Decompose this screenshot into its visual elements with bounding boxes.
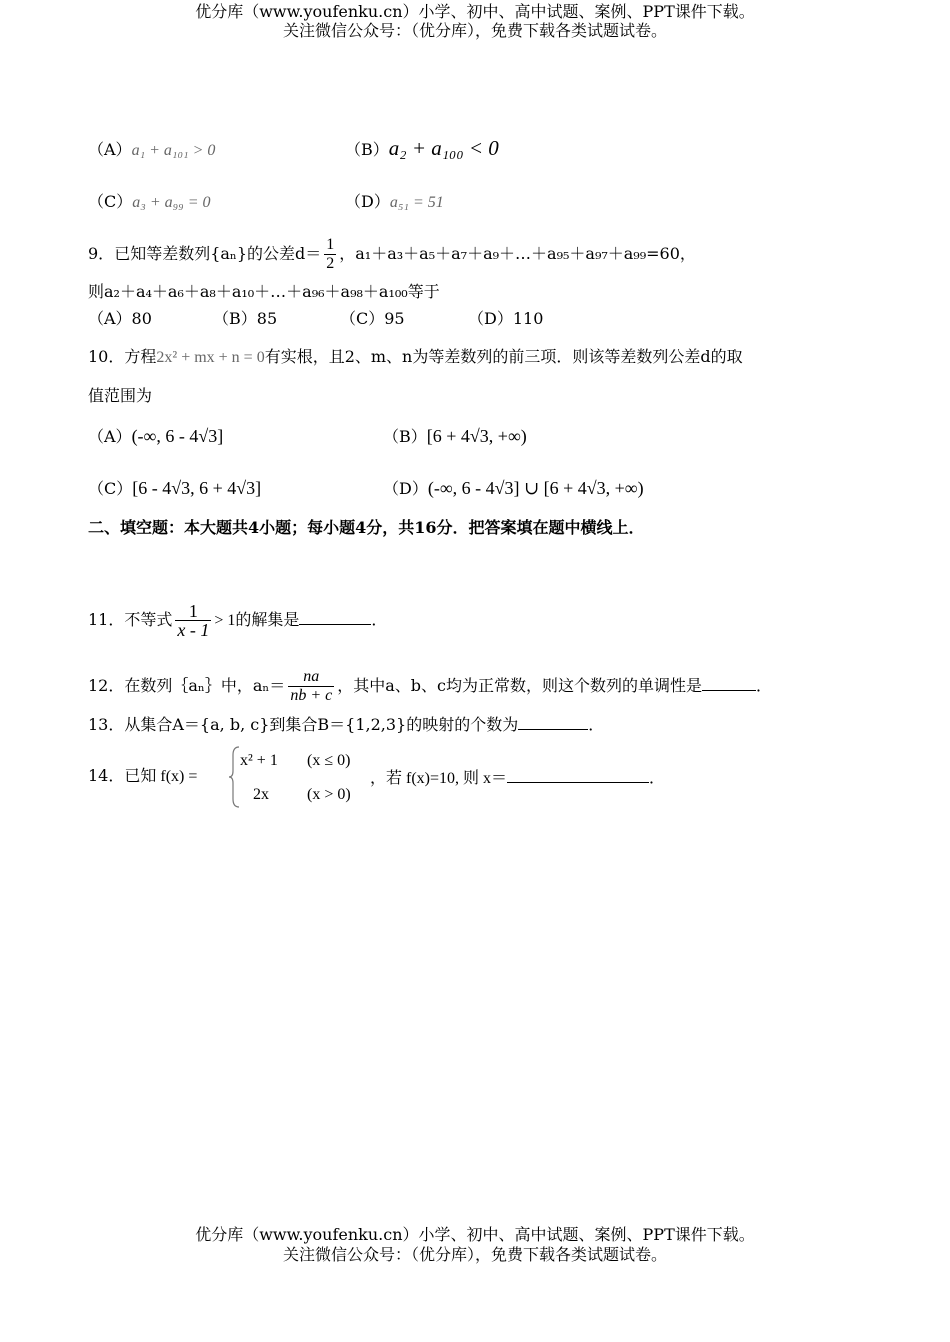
q10-option-d-label: （D）: [383, 479, 428, 498]
q10-option-b-label: （B）: [383, 427, 427, 446]
q8-option-d-math: a₅₁ = 51: [389, 194, 444, 211]
header-line-1: 优分库（www.youfenku.cn）小学、初中、高中试题、案例、PPT课件下载。: [195, 2, 755, 21]
q9-line-2: 则a₂＋a₄＋a₆＋a₈＋a₁₀＋…＋a₉₆＋a₉₈＋a₁₀₀等于: [88, 282, 440, 301]
footer-line-1: 优分库（www.youfenku.cn）小学、初中、高中试题、案例、PPT课件下载。: [195, 1225, 755, 1244]
q10-option-a-label: （A）: [88, 427, 132, 446]
q13-text-1: 从集合A＝{a, b, c}到集合B＝{1,2,3}的映射的个数为: [124, 715, 519, 734]
q8-option-b-math: a₂ + a₁₀₀ < 0: [388, 136, 499, 160]
q10-number: 10．: [88, 347, 125, 366]
q14-case-1-cond: (x ≤ 0): [307, 752, 351, 769]
q11-fraction: [175, 602, 211, 639]
q14-case-1-expr: x² + 1: [240, 752, 278, 769]
q10-line-2: 值范围为: [88, 386, 153, 405]
q10-option-c-math: [6 - 4√3, 6 + 4√3]: [132, 478, 262, 498]
q10-option-b-math: [6 + 4√3, +∞): [426, 426, 527, 446]
q9-option-d: （D）110: [468, 309, 544, 328]
q10-text-1: 方程: [124, 347, 157, 366]
q13-number: 13．: [88, 715, 125, 734]
q8-option-c: [88, 192, 211, 213]
q8-option-d-label: （D）: [345, 192, 390, 211]
q8-option-a: [88, 140, 215, 161]
q10-option-d: [383, 478, 644, 499]
q12-text-1: 在数列｛aₙ｝中，aₙ＝: [124, 676, 286, 695]
q11-end: ．: [371, 610, 388, 629]
q11-number: 11．: [88, 610, 125, 629]
q8-option-d: [345, 192, 444, 213]
q12-answer-blank[interactable]: [702, 675, 756, 691]
q12-number: 12．: [88, 676, 125, 695]
q9-option-a: （A）80: [88, 309, 152, 328]
q9-number: 9．: [88, 244, 115, 263]
q13-line: [88, 714, 604, 735]
footer-line-2: 关注微信公众号：（优分库），免费下载各类试题试卷。: [282, 1245, 667, 1264]
q14-text-2: ，若 f(x)=10, 则 x＝: [370, 770, 508, 787]
q8-option-a-label: （A）: [88, 140, 132, 159]
q11-fraction-numerator: 1: [188, 601, 198, 621]
section-2-title: 二、填空题：本大题共4小题；每小题4分，共16分．把答案填在题中横线上．: [88, 518, 645, 537]
q11-text-1: 不等式: [124, 610, 173, 629]
q9-text-1: 已知等差数列{aₙ}的公差d＝: [114, 244, 322, 263]
q9-fraction-denominator: 2: [326, 255, 335, 272]
q11-answer-blank[interactable]: [299, 609, 371, 625]
q14-end: ．: [649, 768, 666, 787]
q10-text-2: 有实根，且2、m、n为等差数列的前三项．则该等差数列公差d的取: [264, 347, 743, 366]
q10-line-1: [88, 347, 743, 368]
q9-text-2: ，a₁＋a₃＋a₅＋a₇＋a₉＋…＋a₉₅＋a₉₇＋a₉₉=60，: [339, 244, 696, 263]
q14-case-2-expr: 2x: [253, 786, 269, 803]
q10-option-c: [88, 478, 261, 499]
q12-text-2: ，其中a、b、c均为正常数，则这个数列的单调性是: [337, 676, 702, 695]
q12-fraction: [288, 668, 334, 705]
q12-fraction-numerator: na: [303, 668, 320, 685]
q8-option-c-math: a₃ + a₉₉ = 0: [132, 194, 211, 211]
q9-fraction: [324, 236, 336, 273]
q14-answer-blank[interactable]: [507, 767, 649, 783]
q10-option-a: [88, 426, 223, 447]
q9-fraction-numerator: 1: [326, 236, 335, 253]
q14-number-and-text: [88, 766, 197, 787]
q10-option-a-math: (-∞, 6 - 4√3]: [131, 426, 224, 446]
q13-answer-blank[interactable]: [518, 714, 588, 730]
header-line-2: 关注微信公众号：（优分库），免费下载各类试题试卷。: [282, 21, 667, 40]
q8-option-b: [345, 138, 499, 160]
q12-line: [88, 664, 772, 708]
q11-text-2: > 1的解集是: [214, 612, 300, 629]
q11-line: [88, 598, 387, 643]
q10-option-b: [383, 426, 527, 447]
q10-equation: 2x² + mx + n = 0: [156, 349, 265, 366]
q14-text-1: 已知 f(x) =: [124, 768, 198, 785]
q8-option-b-label: （B）: [345, 140, 389, 159]
q12-fraction-denominator: nb + c: [290, 687, 333, 704]
q8-option-c-label: （C）: [88, 192, 133, 211]
q10-option-c-label: （C）: [88, 479, 133, 498]
q14-case-2-cond: (x > 0): [307, 786, 351, 803]
q11-fraction-denominator: x - 1: [177, 620, 210, 640]
q8-option-a-math: a₁ + a₁₀₁ > 0: [131, 142, 216, 159]
q12-end: ．: [755, 676, 772, 695]
q13-end: ．: [588, 715, 605, 734]
q14-number: 14．: [88, 766, 125, 785]
q10-option-d-math: (-∞, 6 - 4√3] ∪ [6 + 4√3, +∞): [427, 478, 644, 498]
q9-option-c: （C）95: [340, 309, 405, 328]
q14-tail: [370, 767, 665, 789]
q9-line-1: [88, 232, 696, 276]
q9-option-b: （B）85: [213, 309, 278, 328]
